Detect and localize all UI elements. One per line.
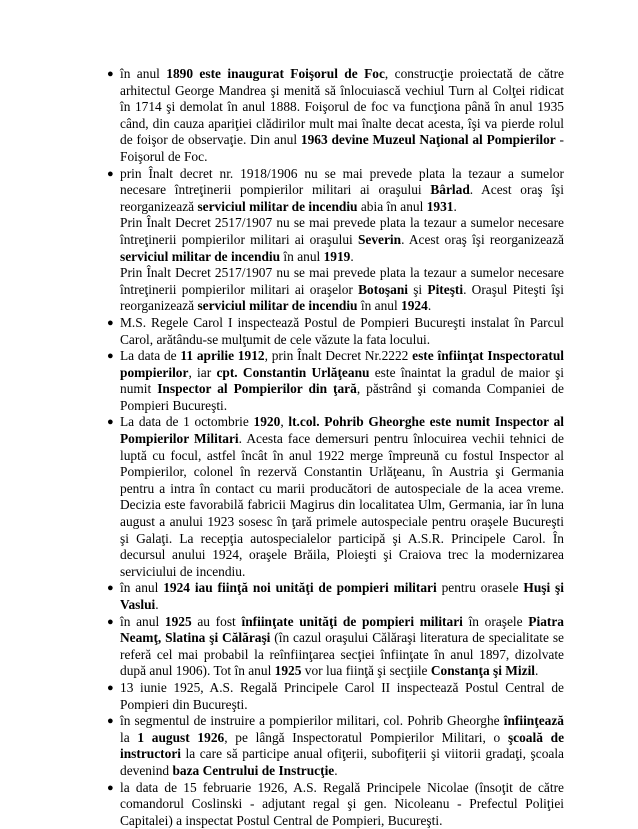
text-run: ,: [280, 414, 289, 430]
bullet-dot-icon: ●: [107, 316, 114, 329]
bold-text: Huşi şi Vaslui: [120, 580, 564, 612]
text-run: . Acest oraş îşi reorganizează: [401, 231, 564, 247]
bold-text: 1920: [253, 414, 281, 430]
text-run: prin Înalt decret nr. 1918/1906 nu se mai prevede plata la tezaur a sumelor necesare întreţinerii pompierilor militari ai oraşului: [120, 165, 564, 198]
bullet-item: [107, 580, 564, 613]
bold-text: 1931: [426, 198, 454, 214]
text-run: , păstrând şi comanda Companiei de Pompieri Bucureşti.: [120, 381, 564, 413]
bold-text: 1925: [274, 663, 302, 679]
bold-text: Piteşti: [427, 281, 464, 297]
text-run: la: [120, 729, 138, 745]
bullet-item: [107, 414, 564, 580]
bold-text: cpt. Constantin Urlăţeanu: [216, 364, 370, 380]
bullet-item: [107, 679, 564, 713]
bold-text: Bârlad: [430, 182, 470, 198]
bullet-paragraph: [120, 614, 564, 680]
text-run: este înaintat la gradul de maior şi numit: [120, 364, 564, 397]
text-run: .: [535, 663, 539, 679]
bold-text: Constanţa şi Mizil: [430, 663, 536, 679]
bullet-paragraph: [120, 215, 564, 265]
text-run: .: [155, 597, 159, 612]
bold-text: serviciul militar de incendiu: [197, 198, 358, 214]
bold-text: 1963 devine Muzeul Naţional al Pompierilor: [300, 132, 556, 148]
text-run: în oraşele: [462, 613, 529, 629]
text-run: la care să participe anual ofiţerii, subofiţerii şi viitorii gradaţi, şcoala devenind: [120, 746, 564, 778]
text-run: în anul: [120, 580, 164, 596]
bold-text: 11 aprilie 1912: [180, 348, 265, 364]
text-run: în anul: [357, 298, 402, 314]
bullet-paragraph: [120, 166, 564, 216]
text-run: la data de 15 februarie 1926, A.S. Regală Principele Nicolae (însoţit de către comandorul Coslinski - adjutant regal şi gen. Nicoleanu - Prefectul Poliţiei Capitalei) a inspectat Postul Central de Pompieri, Bucureşti.: [120, 779, 564, 828]
bullet-item: [107, 713, 565, 779]
text-run: în anul: [120, 613, 165, 629]
text-run: vor lua fiinţă şi secţiile: [301, 663, 431, 679]
text-run: La data de: [120, 348, 181, 364]
bold-text: 1919: [323, 248, 351, 264]
bold-text: 1 august 1926: [137, 729, 225, 745]
bullet-paragraph: [120, 66, 564, 166]
bullet-dot-icon: ●: [107, 615, 114, 628]
bullet-dot-icon: ●: [107, 416, 114, 429]
text-run: La data de 1 octombrie: [120, 414, 254, 430]
bullet-paragraph: [120, 265, 564, 315]
text-run: în segmentul de instruire a pompierilor militari, col. Pohrib Gheorghe: [120, 713, 504, 729]
bullet-item: [107, 613, 564, 680]
bullet-paragraph: [120, 315, 564, 348]
bold-text: Inspector al Pompierilor din ţară: [157, 381, 357, 397]
text-run: .: [334, 762, 338, 778]
bullet-item: [107, 165, 564, 315]
text-run: Prin Înalt Decret 2517/1907 nu se mai prevede plata la tezaur a sumelor necesare întreţinerii pompierilor militari ai oraşului: [120, 215, 564, 247]
bold-text: şcoală de instructori: [120, 729, 565, 762]
bullet-dot-icon: ●: [107, 715, 114, 728]
text-run: - Foişorul de Foc.: [120, 132, 565, 164]
text-run: abia în anul: [357, 198, 427, 214]
text-run: în anul: [280, 248, 324, 264]
bold-text: 1924 iau fiinţă noi unităţi de pompieri militari: [163, 580, 437, 596]
bullet-dot-icon: ●: [107, 582, 114, 595]
text-run: .: [453, 198, 457, 214]
bold-text: este înfiinţat Inspectoratul pompierilor: [120, 348, 565, 380]
text-run: , pe lângă Inspectoratul Pompierilor Militari, o: [224, 729, 508, 745]
text-run: , construcţie proiectată de către arhitectul George Mandrea şi menită să înlocuiască vechiul Turn al Colţei ridicat în 1714 şi demolat în anul 1888. Foişorul de foc va funcţiona până în anul 1935 când, din cauza apariţiei clădirilor mult mai înalte decat acesta, îşi va pierde rolul de foişor de observaţie. Din anul: [120, 66, 564, 148]
text-run: 13 iunie 1925, A.S. Regală Principele Carol II inspectează Postul Central de Pompieri din Bucureşti.: [120, 679, 564, 712]
bold-text: lt.col. Pohrib Gheorghe este numit Inspector al Pompierilor Militari: [120, 414, 564, 447]
text-run: pentru orasele: [436, 580, 524, 596]
bold-text: 1890 este inaugurat Foişorul de Foc: [166, 66, 385, 81]
bullet-dot-icon: ●: [107, 350, 114, 363]
bold-text: baza Centrului de Instrucţie: [172, 762, 335, 778]
text-run: . Acest oraş îşi reorganizează: [120, 182, 564, 214]
bullet-list: [107, 66, 565, 829]
text-run: .: [427, 298, 432, 314]
bold-text: înfiinţate unităţi de pompieri militari: [241, 613, 463, 629]
bullet-dot-icon: ●: [107, 681, 114, 694]
bold-text: serviciul militar de incendiu: [197, 298, 358, 314]
text-run: . Oraşul Piteşti îşi reorganizează: [120, 281, 564, 314]
bold-text: Botoşani: [358, 281, 408, 297]
bullet-paragraph: [120, 680, 564, 713]
bullet-paragraph: [120, 414, 564, 580]
bullet-item: [107, 348, 565, 414]
bullet-paragraph: [120, 348, 564, 414]
bullet-paragraph: [120, 580, 564, 613]
text-run: şi: [407, 281, 428, 297]
bullet-item: [107, 779, 564, 829]
text-run: au fost: [191, 613, 242, 629]
bullet-dot-icon: ●: [107, 167, 114, 180]
text-run: (în cazul oraşului Călăraşi literatura de specialitate se referă cel mai probabil la reînfiinţarea secţiei înfiinţate în anul 1897, dizolvate după anul 1906). Tot în anul: [120, 630, 564, 679]
bullet-item: [107, 314, 564, 348]
bold-text: înfiinţează: [503, 713, 564, 729]
bold-text: 1924: [401, 298, 428, 314]
bold-text: serviciul militar de incendiu: [120, 248, 281, 264]
text-run: .: [350, 248, 354, 264]
text-run: , prin Înalt Decret Nr.2222: [264, 348, 413, 364]
bold-text: Severin: [357, 231, 402, 247]
bullet-dot-icon: ●: [107, 781, 114, 794]
bullet-paragraph: [120, 780, 564, 829]
bullet-item: [107, 66, 565, 166]
text-run: . Acesta face demersuri pentru înlocuirea vechii tehnici de luptă cu focul, astfel încât în anul 1922 merge împreună cu fostul Inspector al Pompierilor, colonel în rezervă Constantin Urlăţeanu, în Austria şi Germania pentru a intra în contact cu marii producători de autospeciale de la acea vreme. Decizia este favorabilă fabricii Magirus din localitatea Ulm, Germania, iar în luna august a anului 1923 sosesc în ţară primele autospeciale pentru oraşele Bucureşti şi Galaţi. La recepţia autospecialelor participă şi A.S.R. Principele Carol. În decursul anului 1924, oraşele Brăila, Ploieşti şi Craiova trec la modernizarea serviciului de incendiu.: [120, 431, 564, 579]
bullet-paragraph: [120, 713, 564, 779]
text-run: , iar: [188, 364, 217, 380]
bold-text: Piatra Neamţ, Slatina şi Călăraşi: [120, 613, 564, 646]
bold-text: 1925: [164, 613, 192, 629]
bullet-dot-icon: ●: [107, 68, 114, 80]
text-run: M.S. Regele Carol I inspectează Postul de Pompieri Bucureşti instalat în Parcul Carol, arătându-se mulţumit de cele văzute la fata locului.: [120, 314, 564, 347]
text-run: în anul: [120, 66, 167, 81]
text-run: Prin Înalt Decret 2517/1907 nu se mai prevede plata la tezaur a sumelor necesare întreţinerii pompierilor militari ai oraşelor: [120, 265, 564, 297]
